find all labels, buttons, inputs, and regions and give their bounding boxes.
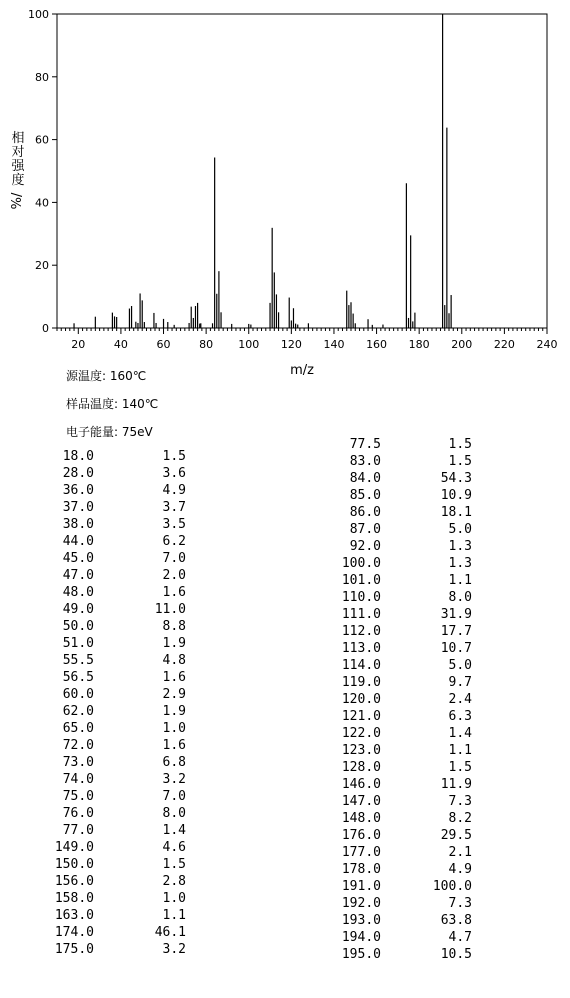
- intensity-value: 1.5: [448, 454, 472, 469]
- peak-table-row: [330, 657, 490, 674]
- peak-table-row: [330, 436, 490, 453]
- intensity-value: 54.3: [440, 471, 472, 486]
- peak-table-row: [50, 686, 210, 703]
- intensity-value: 6.8: [162, 755, 186, 770]
- mz-value: 83.0: [349, 454, 381, 469]
- mz-value: 84.0: [349, 471, 381, 486]
- peak-table-row: [330, 640, 490, 657]
- peak-table-row: [330, 691, 490, 708]
- mz-value: 44.0: [62, 534, 94, 549]
- peak-table-row: [330, 504, 490, 521]
- mz-value: 49.0: [62, 602, 94, 617]
- peak-table-row: [50, 737, 210, 754]
- peak-table-row: [330, 946, 490, 963]
- peak-table-row: [330, 708, 490, 725]
- intensity-value: 1.6: [162, 738, 186, 753]
- y-tick-label: 100: [28, 8, 49, 21]
- y-tick-label: 0: [42, 322, 49, 335]
- y-tick-label: 60: [35, 133, 49, 147]
- intensity-value: 1.9: [162, 704, 186, 719]
- mz-value: 56.5: [62, 670, 94, 685]
- peak-table-row: [50, 703, 210, 720]
- y-axis-label-char: 对: [11, 145, 25, 160]
- mz-value: 74.0: [62, 772, 94, 787]
- intensity-value: 8.0: [448, 590, 472, 605]
- intensity-value: 1.5: [162, 449, 186, 464]
- peak-table-row: [50, 465, 210, 482]
- mz-value: 36.0: [62, 483, 94, 498]
- x-tick-label: 100: [238, 338, 260, 351]
- peak-table-row: [50, 924, 210, 941]
- x-tick-label: 120: [280, 338, 302, 351]
- intensity-value: 1.1: [162, 908, 186, 923]
- mz-value: 149.0: [54, 840, 94, 855]
- peak-table-row: [330, 674, 490, 691]
- mz-value: 192.0: [341, 896, 381, 911]
- mz-value: 48.0: [62, 585, 94, 600]
- intensity-value: 8.2: [448, 811, 472, 826]
- mz-value: 77.0: [62, 823, 94, 838]
- mz-value: 194.0: [341, 930, 381, 945]
- mz-value: 45.0: [62, 551, 94, 566]
- mz-value: 150.0: [54, 857, 94, 872]
- peak-table-row: [330, 895, 490, 912]
- intensity-value: 4.9: [448, 862, 472, 877]
- intensity-value: 2.0: [162, 568, 186, 583]
- peak-table-row: [50, 652, 210, 669]
- mz-value: 73.0: [62, 755, 94, 770]
- mz-value: 75.0: [62, 789, 94, 804]
- sample-temperature: 样品温度: 140℃: [66, 397, 159, 411]
- intensity-value: 11.0: [154, 602, 186, 617]
- peak-table-row: [50, 584, 210, 601]
- mz-value: 156.0: [54, 874, 94, 889]
- peak-table-row: [50, 890, 210, 907]
- intensity-value: 1.5: [162, 857, 186, 872]
- peak-table-row: [50, 822, 210, 839]
- peak-table-row: [50, 771, 210, 788]
- mz-value: 76.0: [62, 806, 94, 821]
- x-tick-label: 20: [71, 338, 86, 351]
- peak-table-row: [330, 572, 490, 589]
- mz-value: 37.0: [62, 500, 94, 515]
- peak-table-row: [330, 793, 490, 810]
- x-tick-label: 160: [366, 338, 388, 351]
- peak-table-row: [330, 844, 490, 861]
- y-axis-label-prefix: %/: [10, 192, 25, 210]
- mz-value: 113.0: [341, 641, 381, 656]
- mz-value: 119.0: [341, 675, 381, 690]
- x-axis-title: m/z: [290, 363, 314, 378]
- peak-table-row: [50, 856, 210, 873]
- peak-table-row: [50, 788, 210, 805]
- intensity-value: 1.5: [448, 437, 472, 452]
- intensity-value: 1.6: [162, 585, 186, 600]
- mz-value: 87.0: [349, 522, 381, 537]
- peak-table-row: [50, 720, 210, 737]
- intensity-value: 10.7: [440, 641, 472, 656]
- intensity-value: 4.7: [448, 930, 472, 945]
- mz-value: 51.0: [62, 636, 94, 651]
- y-axis-label-char: 相: [11, 131, 25, 146]
- intensity-value: 3.7: [162, 500, 186, 515]
- intensity-value: 1.5: [448, 760, 472, 775]
- intensity-value: 1.1: [448, 573, 472, 588]
- mz-value: 101.0: [341, 573, 381, 588]
- x-tick-label: 180: [408, 338, 430, 351]
- peak-table-row: [330, 470, 490, 487]
- mz-value: 112.0: [341, 624, 381, 639]
- intensity-value: 5.0: [448, 522, 472, 537]
- intensity-value: 18.1: [440, 505, 472, 520]
- peak-table-row: [330, 453, 490, 470]
- source-temperature: 源温度: 160℃: [66, 369, 147, 383]
- x-tick-label: 80: [199, 338, 214, 351]
- intensity-value: 1.3: [448, 539, 472, 554]
- peak-table-row: [50, 448, 210, 465]
- intensity-value: 6.2: [162, 534, 186, 549]
- x-tick-label: 40: [113, 338, 128, 351]
- mz-value: 158.0: [54, 891, 94, 906]
- peak-table-row: [330, 555, 490, 572]
- peak-table-row: [330, 912, 490, 929]
- peak-table-row: [330, 589, 490, 606]
- mz-value: 114.0: [341, 658, 381, 673]
- intensity-value: 11.9: [440, 777, 472, 792]
- mz-value: 147.0: [341, 794, 381, 809]
- peak-table-row: [50, 805, 210, 822]
- intensity-value: 17.7: [440, 624, 472, 639]
- intensity-value: 8.0: [162, 806, 186, 821]
- mz-value: 193.0: [341, 913, 381, 928]
- y-axis-label: [10, 130, 25, 209]
- mz-value: 191.0: [341, 879, 381, 894]
- intensity-value: 1.0: [162, 891, 186, 906]
- peak-table-row: [50, 499, 210, 516]
- peak-table-row: [330, 861, 490, 878]
- intensity-value: 8.8: [162, 619, 186, 634]
- intensity-value: 7.3: [448, 794, 472, 809]
- intensity-value: 2.4: [448, 692, 472, 707]
- intensity-value: 29.5: [440, 828, 472, 843]
- intensity-value: 10.5: [440, 947, 472, 962]
- intensity-value: 1.3: [448, 556, 472, 571]
- peak-table-row: [50, 516, 210, 533]
- intensity-value: 6.3: [448, 709, 472, 724]
- peak-table-row: [50, 669, 210, 686]
- mz-value: 123.0: [341, 743, 381, 758]
- peak-table-row: [50, 550, 210, 567]
- mz-value: 111.0: [341, 607, 381, 622]
- mz-value: 163.0: [54, 908, 94, 923]
- intensity-value: 3.2: [162, 942, 186, 957]
- peak-table-row: [50, 618, 210, 635]
- peak-table-row: [330, 776, 490, 793]
- plot-frame: [57, 14, 547, 328]
- intensity-value: 3.2: [162, 772, 186, 787]
- mz-value: 178.0: [341, 862, 381, 877]
- intensity-value: 5.0: [448, 658, 472, 673]
- mz-value: 65.0: [62, 721, 94, 736]
- mz-value: 174.0: [54, 925, 94, 940]
- mz-value: 47.0: [62, 568, 94, 583]
- peak-table-row: [50, 907, 210, 924]
- mz-value: 28.0: [62, 466, 94, 481]
- peak-table-row: [330, 929, 490, 946]
- mz-value: 148.0: [341, 811, 381, 826]
- mz-value: 176.0: [341, 828, 381, 843]
- mz-value: 121.0: [341, 709, 381, 724]
- intensity-value: 3.6: [162, 466, 186, 481]
- intensity-value: 10.9: [440, 488, 472, 503]
- mz-value: 18.0: [62, 449, 94, 464]
- intensity-value: 7.0: [162, 551, 186, 566]
- intensity-value: 1.4: [162, 823, 186, 838]
- intensity-value: 4.6: [162, 840, 186, 855]
- mz-value: 77.5: [349, 437, 381, 452]
- mz-value: 175.0: [54, 942, 94, 957]
- x-tick-label: 220: [493, 338, 515, 351]
- y-axis-label-char: 强: [11, 159, 25, 174]
- peak-table-row: [330, 742, 490, 759]
- peak-table-row: [330, 487, 490, 504]
- mz-value: 60.0: [62, 687, 94, 702]
- intensity-value: 31.9: [440, 607, 472, 622]
- peak-table-row: [330, 810, 490, 827]
- peak-table-row: [330, 521, 490, 538]
- peak-table-row: [330, 878, 490, 895]
- intensity-value: 3.5: [162, 517, 186, 532]
- peak-table-row: [50, 567, 210, 584]
- intensity-value: 1.0: [162, 721, 186, 736]
- mz-value: 86.0: [349, 505, 381, 520]
- y-tick-label: 20: [35, 259, 49, 273]
- y-axis-label-char: 度: [11, 173, 25, 188]
- x-tick-label: 60: [156, 338, 171, 351]
- peak-table-row: [50, 533, 210, 550]
- mz-value: 110.0: [341, 590, 381, 605]
- intensity-value: 46.1: [154, 925, 186, 940]
- peak-table-row: [330, 759, 490, 776]
- intensity-value: 4.8: [162, 653, 186, 668]
- peak-table-right: [330, 436, 490, 963]
- intensity-value: 1.9: [162, 636, 186, 651]
- peak-table-row: [50, 482, 210, 499]
- peak-table-row: [50, 873, 210, 890]
- peak-table-row: [330, 725, 490, 742]
- peak-table-row: [50, 635, 210, 652]
- intensity-value: 100.0: [432, 879, 472, 894]
- intensity-value: 1.6: [162, 670, 186, 685]
- peak-table-row: [330, 606, 490, 623]
- intensity-value: 1.1: [448, 743, 472, 758]
- peak-table-left: [50, 448, 210, 958]
- mz-value: 85.0: [349, 488, 381, 503]
- intensity-value: 2.8: [162, 874, 186, 889]
- y-tick-label: 40: [35, 196, 49, 210]
- mass-spectrum-chart: [0, 0, 570, 390]
- x-tick-label: 200: [451, 338, 473, 351]
- y-tick-label: 80: [35, 70, 49, 84]
- mz-value: 122.0: [341, 726, 381, 741]
- mz-value: 50.0: [62, 619, 94, 634]
- mz-value: 92.0: [349, 539, 381, 554]
- mz-value: 146.0: [341, 777, 381, 792]
- x-tick-label: 140: [323, 338, 345, 351]
- peak-table-row: [330, 827, 490, 844]
- mz-value: 62.0: [62, 704, 94, 719]
- mz-value: 195.0: [341, 947, 381, 962]
- peak-table-row: [50, 754, 210, 771]
- intensity-value: 2.9: [162, 687, 186, 702]
- mz-value: 100.0: [341, 556, 381, 571]
- peak-table-row: [330, 538, 490, 555]
- electron-energy: 电子能量: 75eV: [66, 425, 153, 439]
- intensity-value: 4.9: [162, 483, 186, 498]
- mz-value: 72.0: [62, 738, 94, 753]
- intensity-value: 1.4: [448, 726, 472, 741]
- intensity-value: 63.8: [440, 913, 472, 928]
- mz-value: 38.0: [62, 517, 94, 532]
- peak-table-row: [50, 839, 210, 856]
- peak-table-row: [50, 941, 210, 958]
- mz-value: 120.0: [341, 692, 381, 707]
- mz-value: 177.0: [341, 845, 381, 860]
- peak-table-row: [330, 623, 490, 640]
- mz-value: 128.0: [341, 760, 381, 775]
- plot-area: [28, 8, 558, 378]
- intensity-value: 2.1: [448, 845, 472, 860]
- peak-table-row: [50, 601, 210, 618]
- intensity-value: 7.0: [162, 789, 186, 804]
- intensity-value: 7.3: [448, 896, 472, 911]
- intensity-value: 9.7: [448, 675, 472, 690]
- x-tick-label: 240: [536, 338, 558, 351]
- mz-value: 55.5: [62, 653, 94, 668]
